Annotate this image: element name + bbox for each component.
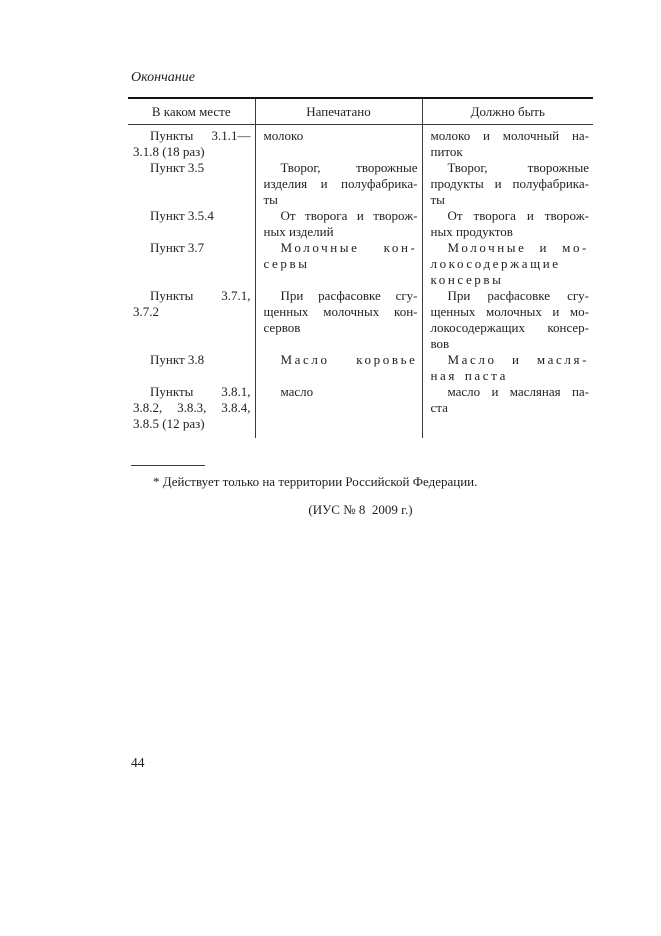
cell-line: Творог, творожные bbox=[447, 160, 589, 175]
cell-line: консервы bbox=[430, 272, 504, 287]
cell-line: Молочные и мо- bbox=[447, 240, 589, 255]
cell-correct bbox=[422, 240, 593, 288]
cell-line: ных изделий bbox=[263, 224, 334, 239]
cell-line: Масло коровье bbox=[280, 352, 418, 367]
cell-where bbox=[128, 125, 255, 161]
cell-where bbox=[128, 384, 255, 438]
cell-line: При расфасовке сгу- bbox=[280, 288, 418, 303]
cell-line: Пункты 3.8.1, bbox=[150, 384, 251, 399]
cell-printed bbox=[255, 384, 422, 438]
cell-line: От творога и творож- bbox=[280, 208, 418, 223]
cell-line: молоко bbox=[263, 128, 304, 143]
cell-line: сервов bbox=[263, 320, 301, 335]
cell-line: Пункт 3.8 bbox=[150, 352, 205, 367]
cell-where bbox=[128, 352, 255, 384]
cell-line: продукты и полуфабрика- bbox=[430, 176, 589, 191]
cell-line: Молочные кон- bbox=[280, 240, 418, 255]
cell-line: Пункт 3.7 bbox=[150, 240, 205, 255]
table-row bbox=[128, 208, 593, 240]
cell-printed bbox=[255, 208, 422, 240]
cell-line: При расфасовке сгу- bbox=[447, 288, 589, 303]
table-row bbox=[128, 352, 593, 384]
cell-line: щенных молочных кон- bbox=[263, 304, 418, 319]
cell-line: молоко и молочный на- bbox=[430, 128, 589, 143]
cell-line: масло и масляная па- bbox=[447, 384, 589, 399]
cell-line: 3.8.2, 3.8.3, 3.8.4, bbox=[133, 400, 251, 415]
cell-line: 3.8.5 (12 раз) bbox=[133, 416, 205, 431]
cell-line: Творог, творожные bbox=[280, 160, 418, 175]
cell-line: ных продуктов bbox=[430, 224, 513, 239]
cell-line: сервы bbox=[263, 256, 310, 271]
cell-correct bbox=[422, 352, 593, 384]
table-row bbox=[128, 384, 593, 438]
revision-table-body bbox=[128, 125, 593, 439]
table-row bbox=[128, 288, 593, 352]
footnote-divider bbox=[131, 465, 205, 466]
revision-table-header bbox=[128, 98, 593, 125]
cell-line: ная паста bbox=[430, 368, 508, 383]
cell-line: локосодержащие bbox=[430, 256, 561, 271]
cell-line: Пункт 3.5 bbox=[150, 160, 205, 175]
cell-where bbox=[128, 240, 255, 288]
cell-where bbox=[128, 288, 255, 352]
cell-printed bbox=[255, 288, 422, 352]
cell-line: ты bbox=[430, 192, 445, 207]
footnote-text: * Действует только на территории Российской Федерации. bbox=[153, 474, 478, 489]
cell-correct bbox=[422, 208, 593, 240]
column-header-printed: Напечатано bbox=[255, 98, 422, 125]
cell-line: масло bbox=[280, 384, 314, 399]
cell-line: Пункт 3.5.4 bbox=[150, 208, 214, 223]
cell-line: Масло и масля- bbox=[447, 352, 589, 367]
cell-printed bbox=[255, 352, 422, 384]
issue-note: (ИУС № 8 2009 г.) bbox=[308, 502, 413, 517]
column-header-correct: Должно быть bbox=[422, 98, 593, 125]
cell-line: От творога и творож- bbox=[447, 208, 589, 223]
cell-line: изделия и полуфабрика- bbox=[263, 176, 418, 191]
column-header-where: В каком месте bbox=[128, 98, 255, 125]
table-row bbox=[128, 160, 593, 208]
page-number: 44 bbox=[131, 755, 145, 770]
header-row bbox=[128, 98, 593, 125]
table-row bbox=[128, 240, 593, 288]
revision-table bbox=[128, 97, 593, 438]
cell-line: питок bbox=[430, 144, 463, 159]
cell-line: ста bbox=[430, 400, 448, 415]
cell-line: Пункты 3.1.1— bbox=[150, 128, 251, 143]
cell-line: ты bbox=[263, 192, 278, 207]
cell-correct bbox=[422, 160, 593, 208]
cell-printed bbox=[255, 125, 422, 161]
cell-where bbox=[128, 208, 255, 240]
cell-line: 3.7.2 bbox=[133, 304, 159, 319]
cell-printed bbox=[255, 240, 422, 288]
continuation-label: Окончание bbox=[131, 70, 195, 85]
cell-where bbox=[128, 160, 255, 208]
cell-line: щенных молочных и мо- bbox=[430, 304, 589, 319]
table-row bbox=[128, 125, 593, 161]
cell-line: Пункты 3.7.1, bbox=[150, 288, 251, 303]
cell-line: локосодержащих консер- bbox=[430, 320, 589, 335]
cell-correct bbox=[422, 384, 593, 438]
cell-line: вов bbox=[430, 336, 450, 351]
cell-correct bbox=[422, 288, 593, 352]
cell-line: 3.1.8 (18 раз) bbox=[133, 144, 205, 159]
cell-correct bbox=[422, 125, 593, 161]
cell-printed bbox=[255, 160, 422, 208]
